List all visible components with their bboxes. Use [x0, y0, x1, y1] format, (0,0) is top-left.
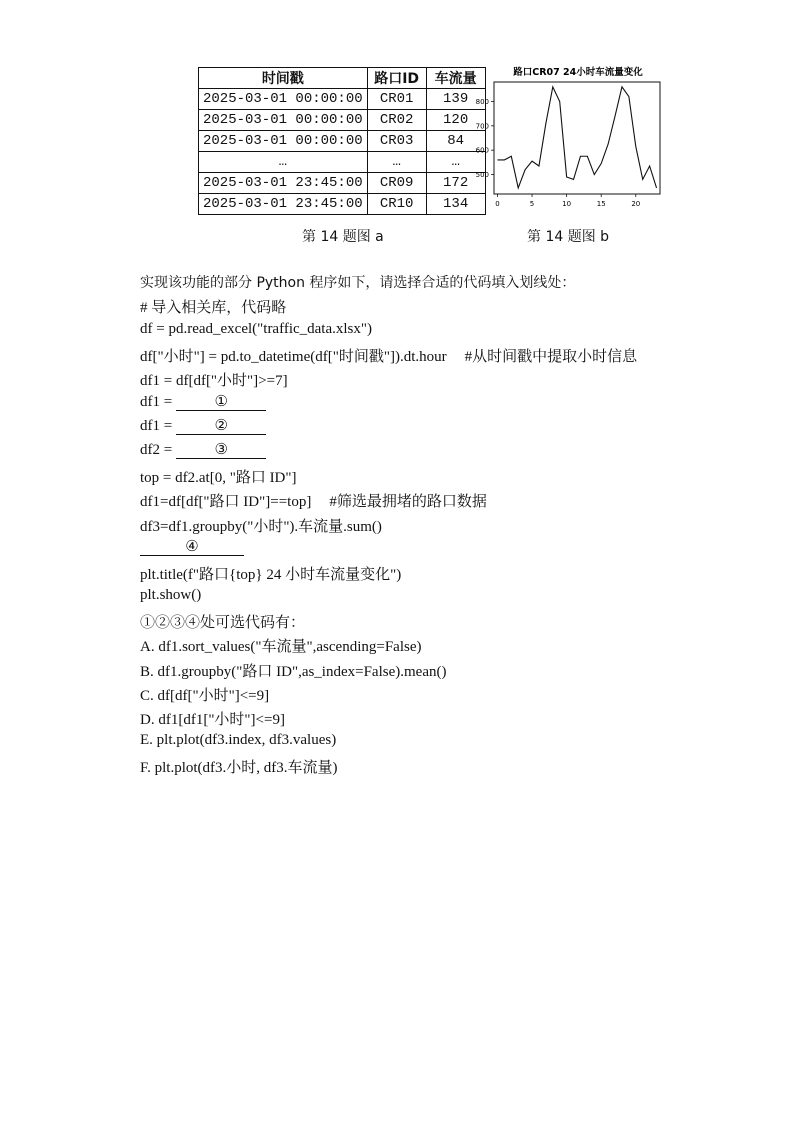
table-row — [199, 194, 486, 215]
code-text: df["小时"] = pd.to_datetime(df["时间戳"]).dt.hour — [140, 349, 447, 365]
header-traffic-flow: 车流量 — [426, 68, 485, 89]
blank-1: ① — [176, 394, 266, 411]
table-row-ellipsis — [199, 152, 486, 173]
cell-timestamp: 2025-03-01 00:00:00 — [199, 110, 368, 131]
option-b: B. df1.groupby("路口 ID",as_index=False).mean() — [140, 664, 447, 680]
table-row — [199, 89, 486, 110]
traffic-line-chart — [470, 62, 670, 212]
code-line-blank-2 — [140, 418, 266, 435]
code-line-hour — [140, 345, 637, 366]
code-lhs: df2 = — [140, 442, 173, 458]
caption-figure-a: 第 14 题图 a — [302, 229, 384, 245]
code-text: df1=df[df["路口 ID"]==top] — [140, 494, 312, 510]
option-d: D. df1[df1["小时"]<=9] — [140, 712, 285, 728]
table-row — [199, 110, 486, 131]
code-lhs: df1 = — [140, 394, 173, 410]
code-lhs: df1 = — [140, 418, 173, 434]
y-tick-label: 500 — [475, 171, 489, 180]
x-tick-label: 0 — [495, 200, 500, 208]
x-tick-label: 20 — [631, 200, 641, 208]
cell-timestamp: 2025-03-01 23:45:00 — [199, 173, 368, 194]
cell-timestamp: 2025-03-01 00:00:00 — [199, 89, 368, 110]
option-c: C. df[df["小时"]<=9] — [140, 688, 270, 704]
code-comment: #筛选最拥堵的路口数据 — [329, 494, 487, 510]
options-intro: ①②③④处可选代码有： — [140, 615, 306, 631]
blank-4: ④ — [140, 539, 244, 556]
blank-3: ③ — [176, 442, 266, 459]
code-line-blank-4 — [140, 539, 244, 556]
y-tick-label: 600 — [475, 146, 489, 155]
code-line-select-crossing — [140, 490, 487, 511]
option-a: A. df1.sort_values("车流量",ascending=False) — [140, 639, 422, 655]
x-tick-label: 10 — [562, 200, 572, 208]
code-line-groupby: df3=df1.groupby("小时").车流量.sum() — [140, 519, 382, 535]
option-f: F. plt.plot(df3.小时, df3.车流量) — [140, 760, 338, 776]
cell-traffic-flow: 120 — [426, 110, 485, 131]
cell-crossing-id: CR09 — [367, 173, 426, 194]
table-header-row — [199, 68, 486, 89]
code-line-top: top = df2.at[0, "路口 ID"] — [140, 470, 297, 486]
question-intro: 实现该功能的部分 Python 程序如下，请选择合适的代码填入划线处： — [140, 275, 576, 291]
cell-crossing-id: CR10 — [367, 194, 426, 215]
cell-crossing-id: CR02 — [367, 110, 426, 131]
chart-title: 路口CR07 24小时车流量变化 — [513, 67, 643, 78]
code-line-comment: # 导入相关库，代码略 — [140, 300, 287, 316]
code-line-filter-hour: df1 = df[df["小时"]>=7] — [140, 373, 288, 389]
x-tick-label: 15 — [596, 200, 606, 208]
y-tick-label: 800 — [475, 97, 489, 106]
cell-ellipsis: … — [367, 152, 426, 173]
cell-ellipsis: … — [199, 152, 368, 173]
x-tick-label: 5 — [529, 200, 535, 208]
cell-traffic-flow: 139 — [426, 89, 485, 110]
table-row — [199, 131, 486, 152]
table-row — [199, 173, 486, 194]
code-line-show: plt.show() — [140, 587, 202, 603]
code-line-blank-3 — [140, 442, 266, 459]
cell-traffic-flow: 84 — [426, 131, 485, 152]
caption-figure-b: 第 14 题图 b — [527, 229, 610, 245]
traffic-data-table — [198, 67, 486, 215]
cell-traffic-flow: 134 — [426, 194, 485, 215]
series-line — [497, 87, 656, 188]
blank-2: ② — [176, 418, 266, 435]
code-comment: #从时间戳中提取小时信息 — [464, 349, 638, 365]
cell-ellipsis: … — [426, 152, 485, 173]
code-line-blank-1 — [140, 394, 266, 411]
header-timestamp: 时间戳 — [199, 68, 368, 89]
y-tick-label: 700 — [475, 122, 489, 131]
cell-traffic-flow: 172 — [426, 173, 485, 194]
cell-crossing-id: CR03 — [367, 131, 426, 152]
option-e: E. plt.plot(df3.index, df3.values) — [140, 732, 337, 748]
header-crossing-id: 路口ID — [367, 68, 426, 89]
cell-timestamp: 2025-03-01 23:45:00 — [199, 194, 368, 215]
code-line-read-excel: df = pd.read_excel("traffic_data.xlsx") — [140, 321, 372, 337]
cell-timestamp: 2025-03-01 00:00:00 — [199, 131, 368, 152]
code-line-title: plt.title(f"路口{top} 24 小时车流量变化") — [140, 567, 402, 583]
cell-crossing-id: CR01 — [367, 89, 426, 110]
